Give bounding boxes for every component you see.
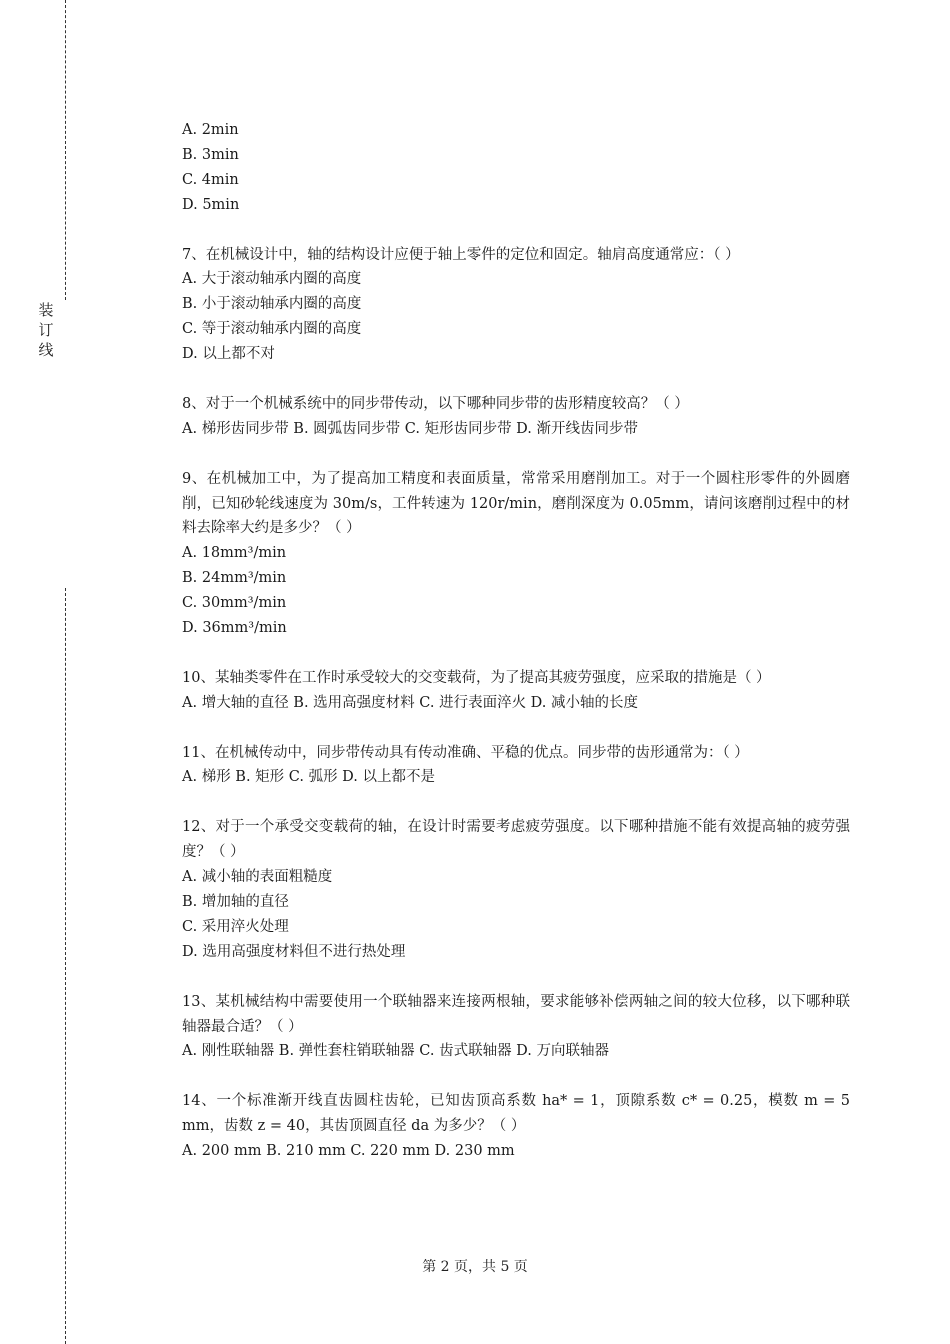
options-inline: A. 刚性联轴器 B. 弹性套柱销联轴器 C. 齿式联轴器 D. 万向联轴器 <box>182 1043 610 1060</box>
binding-label <box>36 300 56 360</box>
option: A. 2min <box>182 122 239 138</box>
question-8 <box>182 392 850 442</box>
options-inline: A. 梯形 B. 矩形 C. 弧形 D. 以上都不是 <box>182 769 436 786</box>
options-inline: A. 200 mm B. 210 mm C. 220 mm D. 230 mm <box>182 1143 515 1160</box>
previous-question-options <box>182 118 850 218</box>
question-14 <box>182 1089 850 1164</box>
option: A. 减小轴的表面粗糙度 <box>182 869 333 886</box>
option: A. 18mm³/min <box>182 545 287 562</box>
option: D. 以上都不对 <box>182 346 275 363</box>
question-stem: 12、对于一个承受交变载荷的轴，在设计时需要考虑疲劳强度。以下哪种措施不能有效提高轴的疲劳强度？（ ） <box>182 819 850 861</box>
question-12 <box>182 815 850 964</box>
options-inline: A. 增大轴的直径 B. 选用高强度材料 C. 进行表面淬火 D. 减小轴的长度 <box>182 694 639 711</box>
option: A. 大于滚动轴承内圈的高度 <box>182 271 362 288</box>
option: C. 30mm³/min <box>182 595 287 612</box>
option: B. 24mm³/min <box>182 570 287 587</box>
option: B. 增加轴的直径 <box>182 894 289 910</box>
question-stem: 7、在机械设计中，轴的结构设计应便于轴上零件的定位和固定。轴肩高度通常应：（ ） <box>182 246 740 263</box>
option: B. 小于滚动轴承内圈的高度 <box>182 296 362 313</box>
page-footer: 第 2 页，共 5 页 <box>422 1259 528 1275</box>
question-stem: 11、在机械传动中，同步带传动具有传动准确、平稳的优点。同步带的齿形通常为：（ ） <box>182 744 749 761</box>
question-stem: 9、在机械加工中，为了提高加工精度和表面质量，常常采用磨削加工。对于一个圆柱形零件的外圆磨削，已知砂轮线速度为 30m/s，工件转速为 120r/min，磨削深度为 0.05mm，请问该磨削过程中的材料去除率大约是多少？（ ） <box>182 470 850 537</box>
binding-label-char: 装 <box>38 301 54 319</box>
question-stem: 13、某机械结构中需要使用一个联轴器来连接两根轴，要求能够补偿两轴之间的较大位移，以下哪种联轴器最合适？（ ） <box>182 993 850 1035</box>
question-10 <box>182 666 850 716</box>
binding-label-char: 线 <box>38 341 54 359</box>
question-11 <box>182 741 850 791</box>
option: D. 36mm³/min <box>182 620 287 637</box>
options-inline: A. 梯形齿同步带 B. 圆弧齿同步带 C. 矩形齿同步带 D. 渐开线齿同步带 <box>182 420 639 437</box>
option: D. 选用高强度材料但不进行热处理 <box>182 943 406 960</box>
option: C. 采用淬火处理 <box>182 918 289 935</box>
question-7 <box>182 243 850 368</box>
option: D. 5min <box>182 196 240 213</box>
question-13 <box>182 990 850 1065</box>
option: C. 4min <box>182 171 239 188</box>
binding-line-bottom <box>65 588 66 1344</box>
binding-label-char: 订 <box>38 321 54 339</box>
option: C. 等于滚动轴承内圈的高度 <box>182 321 362 338</box>
question-stem: 10、某轴类零件在工作时承受较大的交变载荷，为了提高其疲劳强度，应采取的措施是（ ） <box>182 669 771 686</box>
exam-content <box>182 118 850 1164</box>
question-stem: 14、一个标准渐开线直齿圆柱齿轮，已知齿顶高系数 ha* = 1，顶隙系数 c* = 0.25，模数 m = 5 mm，齿数 z = 40，其齿顶圆直径 da 为多少？（ ） <box>182 1093 850 1135</box>
question-9 <box>182 467 850 641</box>
question-stem: 8、对于一个机械系统中的同步带传动，以下哪种同步带的齿形精度较高？（ ） <box>182 395 689 412</box>
option: B. 3min <box>182 146 239 163</box>
binding-line-top <box>65 0 66 300</box>
